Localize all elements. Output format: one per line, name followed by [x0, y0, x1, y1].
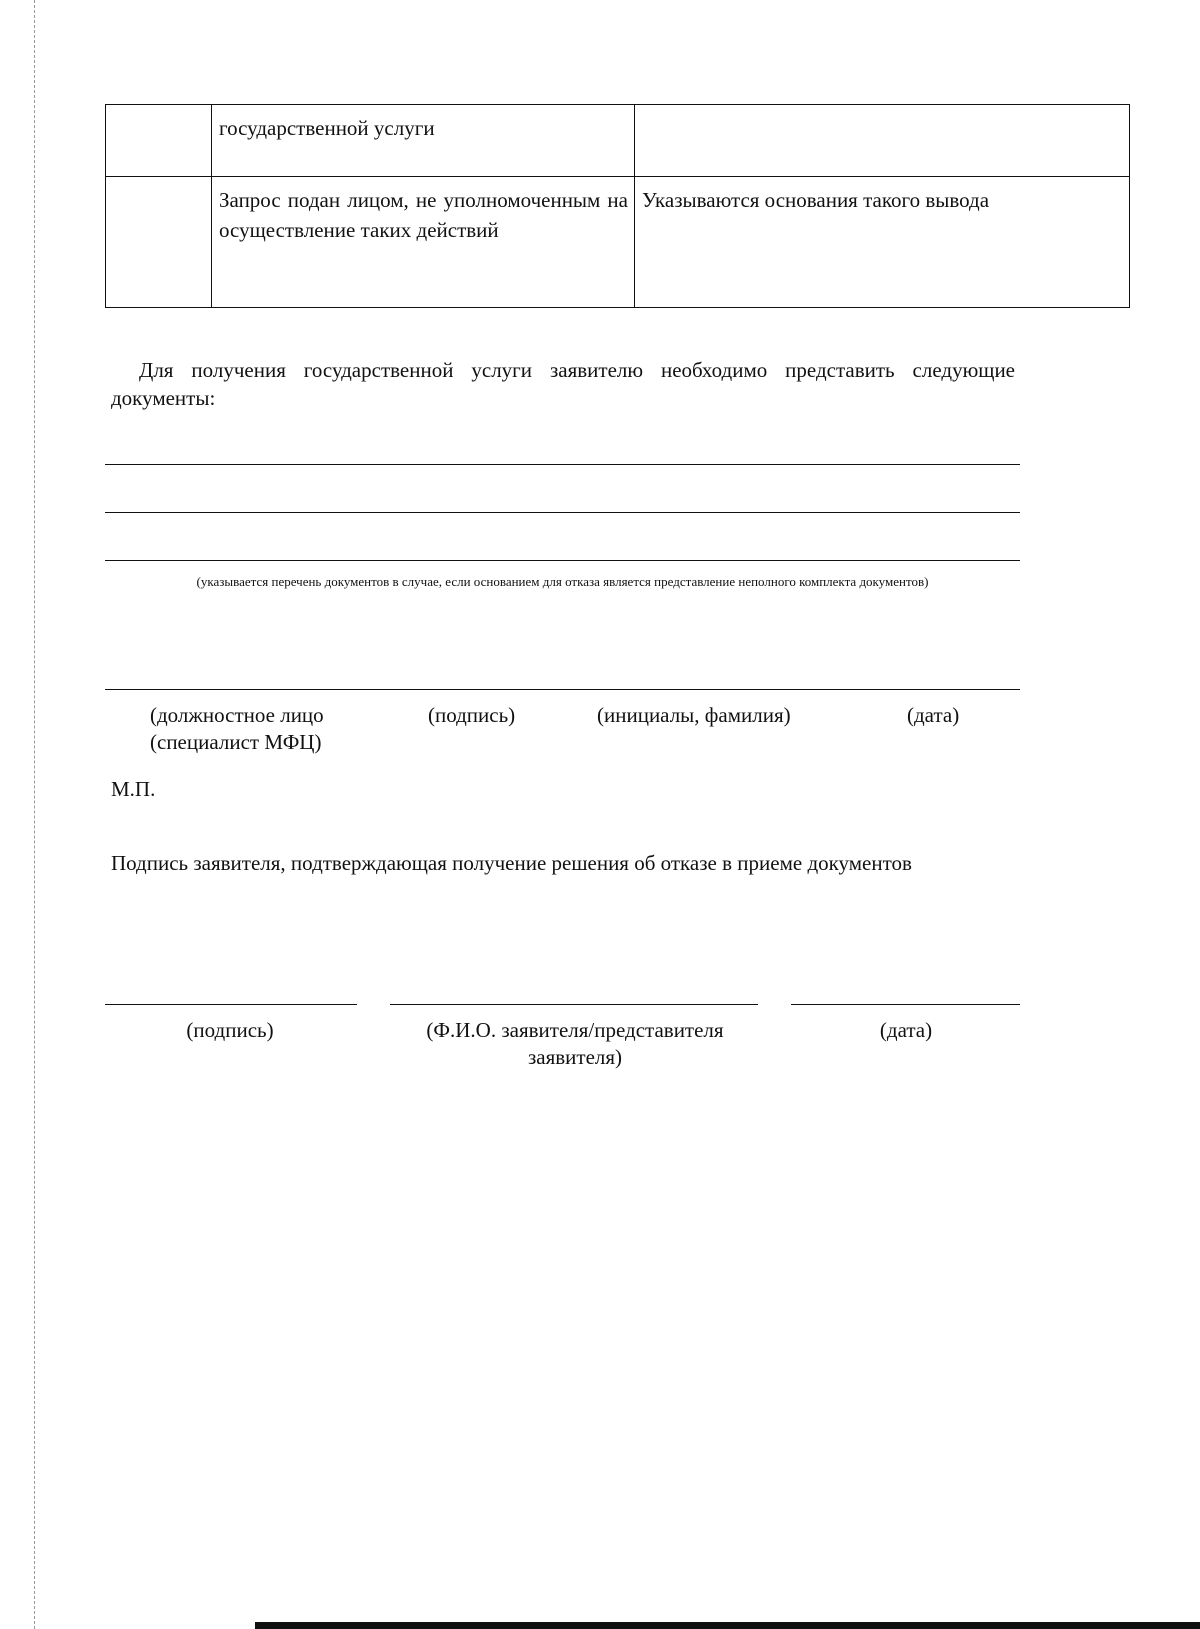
stamp-label: М.П.	[111, 777, 156, 801]
documents-line-1	[105, 464, 1020, 465]
row-number-cell	[106, 177, 212, 308]
official-signature-caption: (подпись)	[428, 703, 516, 727]
scan-edge-mark	[34, 0, 35, 1629]
applicant-signature-caption: (подпись)	[186, 1018, 274, 1042]
applicant-date-line	[791, 1004, 1020, 1005]
official-position-line1: (должностное лицо	[150, 703, 324, 727]
official-initials-caption: (инициалы, фамилия)	[597, 703, 791, 727]
table-row	[106, 105, 1130, 177]
documents-caption: (указывается перечень документов в случае, если основанием для отказа является представление неполного комплекта документов)	[196, 574, 929, 589]
explanation-cell: Указываются основания такого вывода	[635, 177, 1130, 308]
reason-cell: государственной услуги	[212, 105, 635, 177]
applicant-name-line	[390, 1004, 758, 1005]
official-position-line2: (специалист МФЦ)	[150, 730, 322, 754]
explanation-cell	[635, 105, 1130, 177]
applicant-name-caption: (Ф.И.О. заявителя/представителя заявителя)	[426, 1018, 724, 1069]
documents-line-3	[105, 560, 1020, 561]
reason-cell: Запрос подан лицом, не уполномоченным на осуществление таких действий	[212, 177, 635, 308]
official-position-caption	[150, 702, 324, 756]
applicant-date-caption: (дата)	[879, 1018, 933, 1042]
documents-paragraph: Для получения государственной услуги заявителю необходимо представить следующие документы:	[111, 358, 1015, 410]
refusal-reasons-table	[105, 104, 1130, 308]
applicant-signature-line	[105, 1004, 357, 1005]
scan-bottom-bar	[255, 1622, 1200, 1629]
official-date-caption: (дата)	[907, 703, 960, 727]
documents-line-2	[105, 512, 1020, 513]
table-row	[106, 177, 1130, 308]
official-signature-line	[105, 689, 1020, 690]
row-number-cell	[106, 105, 212, 177]
applicant-paragraph: Подпись заявителя, подтверждающая получение решения об отказе в приеме документов	[111, 851, 912, 875]
